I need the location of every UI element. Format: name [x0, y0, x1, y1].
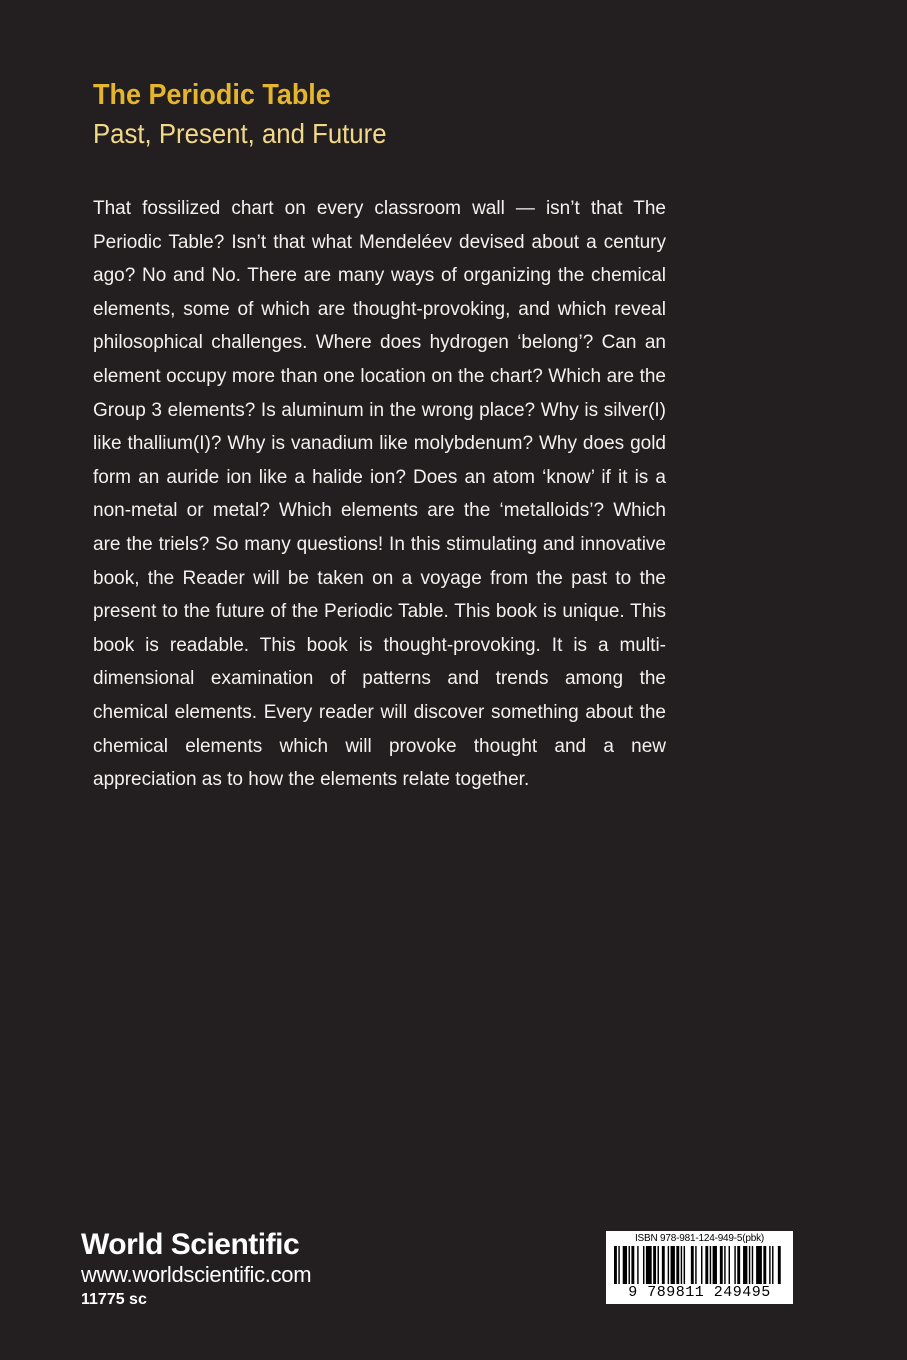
- publisher-name: World Scientific: [81, 1228, 300, 1261]
- barcode-bar: [724, 1246, 725, 1284]
- barcode-bar: [729, 1246, 730, 1284]
- barcode-bar: [653, 1246, 656, 1284]
- book-subtitle: Past, Present, and Future: [93, 118, 387, 149]
- barcode-bar: [629, 1246, 630, 1284]
- barcode-bar: [749, 1246, 750, 1284]
- barcode-bar: [684, 1246, 685, 1284]
- barcode-bar: [778, 1246, 781, 1284]
- barcode-bar: [769, 1246, 770, 1284]
- barcode-bar: [743, 1246, 747, 1284]
- barcode-bar: [637, 1246, 638, 1284]
- barcode-bar: [631, 1246, 634, 1284]
- barcode-bar: [695, 1246, 696, 1284]
- barcode-bar: [772, 1246, 773, 1284]
- publisher-url: www.worldscientific.com: [81, 1262, 312, 1287]
- barcode-bar: [618, 1246, 619, 1284]
- barcode-bar: [752, 1246, 753, 1284]
- barcode-bar: [756, 1246, 762, 1284]
- barcode-bar: [713, 1246, 717, 1284]
- barcode-bar: [763, 1246, 766, 1284]
- barcode-bar: [646, 1246, 652, 1284]
- book-title: The Periodic Table: [93, 79, 331, 111]
- barcode-bar: [710, 1246, 711, 1284]
- catalog-code: 11775 sc: [81, 1291, 147, 1308]
- barcode-digits: 9 789811 249495: [628, 1284, 771, 1301]
- isbn-label: ISBN 978-981-124-949-5(pbk): [634, 1233, 765, 1244]
- barcode-bars: [612, 1246, 787, 1284]
- publisher-block: [81, 1228, 311, 1311]
- barcode-bar: [671, 1246, 675, 1284]
- barcode-bar: [676, 1246, 679, 1284]
- book-description: That fossilized chart on every classroom wall — isn’t that The Periodic Table? Isn’t that what Mendeléev devised about a century ago? No and No. There are many ways of organizing the chemical elements, some of which are thought-provoking, and which reveal philosophical challenges. Where does hydrogen ‘belong’? Can an element occupy more than one location on the chart? Which are the Group 3 elements? Is aluminum in the wrong place? Why is silver(I) like thallium(I)? Why is vanadium like molybdenum? Why does gold form an auride ion like a halide ion? Does an atom ‘know’ if it is a non-metal or metal? Which elements are the ‘metalloids’? Which are the triels? So many questions! In this stimulating and innovative book, the Reader will be taken on a voyage from the past to the present to the future of the Periodic Table. This book is unique. This book is readable. This book is thought-provoking. It is a multi-dimensional examination of patterns and trends among the chemical elements. Every reader will discover something about the chemical elements which will provoke thought and a new appreciation as to how the elements relate together.: [93, 198, 666, 791]
- barcode-bar: [614, 1246, 617, 1284]
- isbn-barcode: [606, 1231, 793, 1304]
- barcode-bar: [643, 1246, 644, 1284]
- barcode-bar: [658, 1246, 659, 1284]
- barcode-bar: [737, 1246, 740, 1284]
- barcode-bar: [701, 1246, 702, 1284]
- barcode-bar: [662, 1246, 665, 1284]
- barcode-bar: [734, 1246, 735, 1284]
- barcode-bar: [720, 1246, 723, 1284]
- barcode-bar: [681, 1246, 682, 1284]
- barcode-bar: [705, 1246, 708, 1284]
- barcode-bar: [623, 1246, 627, 1284]
- barcode-bar: [691, 1246, 694, 1284]
- barcode-bar: [668, 1246, 669, 1284]
